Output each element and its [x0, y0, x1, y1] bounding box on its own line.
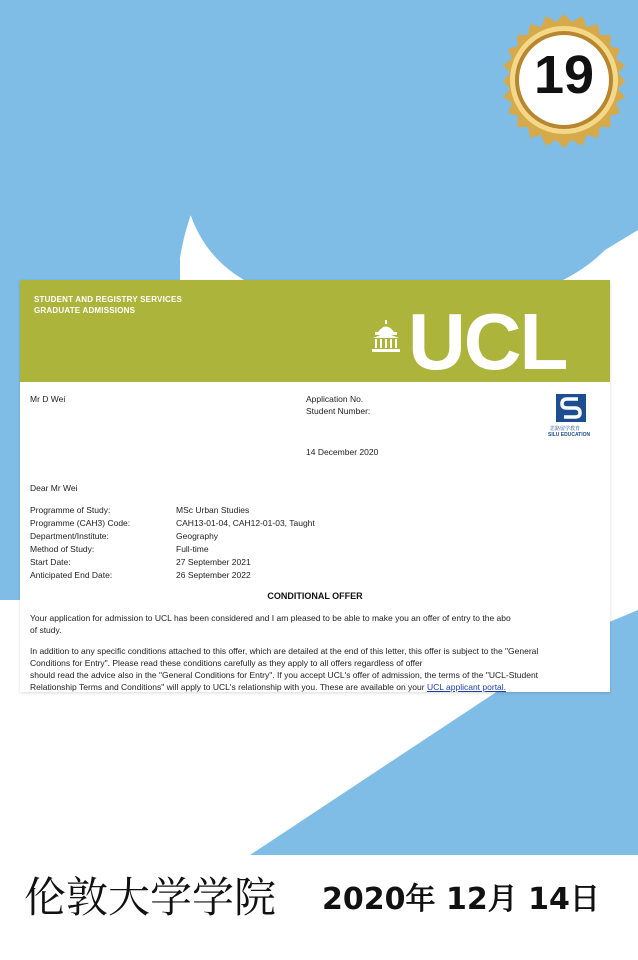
salutation: Dear Mr Wei — [30, 483, 78, 493]
detail-value: Full-time — [176, 544, 209, 554]
badge-number: 19 — [533, 45, 595, 105]
recipient-name: Mr D Wei — [30, 394, 66, 404]
paragraph-line — [30, 682, 506, 692]
header-unit: GRADUATE ADMISSIONS — [34, 306, 136, 315]
detail-label: Anticipated End Date: — [30, 570, 113, 580]
paragraph-line: In addition to any specific conditions attached to this offer, which are detailed at the end of this letter, this offer is subject to the "General — [30, 646, 539, 656]
detail-label: Method of Study: — [30, 544, 95, 554]
student-number-label: Student Number: — [306, 406, 371, 416]
offer-letter — [20, 280, 610, 692]
detail-value: 26 September 2022 — [176, 570, 251, 580]
silu-watermark-en: SILU EDUCATION — [548, 432, 591, 438]
offer-heading: CONDITIONAL OFFER — [267, 591, 363, 601]
paragraph-line: of study. — [30, 625, 62, 635]
detail-label: Department/Institute: — [30, 531, 109, 541]
detail-value: MSc Urban Studies — [176, 505, 250, 515]
letter-date: 14 December 2020 — [306, 447, 379, 457]
detail-label: Programme of Study: — [30, 505, 111, 515]
applicant-portal-link[interactable]: UCL applicant portal. — [426, 682, 507, 692]
detail-label: Start Date: — [30, 557, 71, 567]
paragraph-line: Conditions for Entry". Please read these conditions carefully as they apply to all offers regardless of offer — [30, 658, 423, 668]
university-name: 伦敦大学学院 — [24, 873, 277, 922]
silu-logo-icon — [556, 394, 586, 422]
detail-value: Geography — [176, 531, 219, 541]
application-no-label: Application No. — [306, 394, 364, 404]
paragraph-line: should read the advice also in the "General Conditions for Entry". If you accept UCL's offer of admission, the terms of the "UCL-Student — [30, 670, 539, 680]
ucl-logo: UCL — [408, 297, 567, 386]
ucl-portico-icon — [372, 320, 400, 352]
offer-date: 2020年 12月 14日 — [322, 882, 600, 917]
detail-label: Programme (CAH3) Code: — [30, 518, 131, 528]
paragraph-line: Your application for admission to UCL has been considered and I am pleased to be able to make you an offer of entry to the abo — [30, 613, 511, 623]
detail-value: CAH13-01-04, CAH12-01-03, Taught — [176, 518, 315, 528]
header-department: STUDENT AND REGISTRY SERVICES — [34, 295, 183, 304]
silu-watermark-cn: 思路留学教育 — [550, 426, 581, 432]
letter-header — [20, 280, 610, 386]
detail-value: 27 September 2021 — [176, 557, 251, 567]
paragraph-text: Relationship Terms and Conditions" will apply to UCL's relationship with you. These are available on your — [30, 682, 425, 692]
